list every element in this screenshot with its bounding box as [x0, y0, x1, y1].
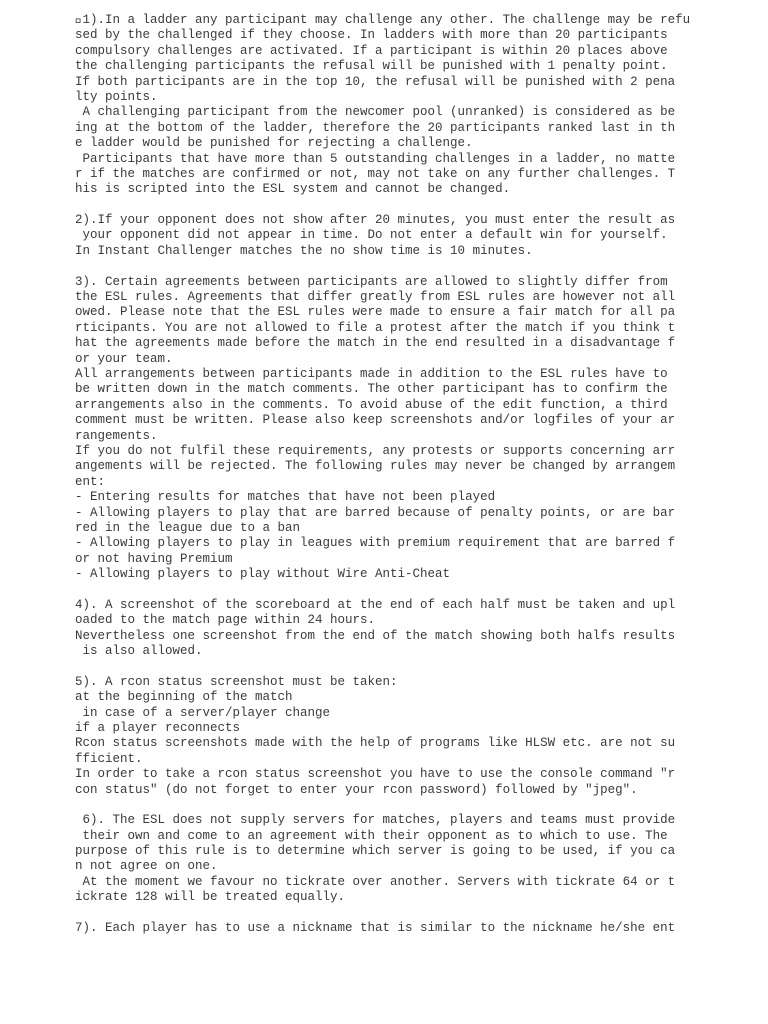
text-line: comment must be written. Please also keep screenshots and/or logfiles of your ar — [75, 413, 676, 428]
text-line: In Instant Challenger matches the no show time is 10 minutes. — [75, 243, 533, 258]
text-line: r if the matches are confirmed or not, may not take on any further challenges. T — [75, 166, 676, 181]
text-line: ent: — [75, 474, 106, 489]
text-line: con status" (do not forget to enter your rcon password) followed by "jpeg". — [75, 782, 638, 797]
text-line: red in the league due to a ban — [75, 520, 301, 535]
text-line: 3). Certain agreements between participants are allowed to slightly differ from — [75, 274, 668, 289]
text-line: - Allowing players to play in leagues with premium requirement that are barred f — [75, 536, 676, 551]
text-line: fficient. — [75, 751, 143, 766]
rules-document — [75, 13, 691, 936]
blank-line — [75, 198, 675, 213]
text-line: If you do not fulfil these requirements, any protests or supports concerning arr — [75, 443, 676, 458]
text-line: n not agree on one. — [75, 859, 218, 874]
text-line: In order to take a rcon status screenshot you have to use the console command "r — [75, 767, 676, 782]
text-line: A challenging participant from the newcomer pool (unranked) is considered as be — [75, 105, 676, 120]
text-line: hat the agreements made before the match in the end resulted in a disadvantage f — [75, 336, 676, 351]
text-line: in case of a server/player change — [75, 705, 331, 720]
text-line: their own and come to an agreement with their opponent as to which to use. The — [75, 828, 668, 843]
text-line: 1).In a ladder any participant may challenge any other. The challenge may be refu — [75, 13, 691, 27]
text-line: - Entering results for matches that have not been played — [75, 490, 496, 505]
text-line: the challenging participants the refusal will be punished with 1 penalty point. — [75, 59, 668, 74]
text-line: 4). A screenshot of the scoreboard at the end of each half must be taken and upl — [75, 597, 676, 612]
text-line: rticipants. You are not allowed to file a protest after the match if you think t — [75, 320, 676, 335]
blank-line — [75, 798, 675, 813]
text-line: - Allowing players to play that are barred because of penalty points, or are bar — [75, 505, 676, 520]
text-line: or your team. — [75, 351, 173, 366]
blank-line — [75, 259, 675, 274]
text-line: purpose of this rule is to determine which server is going to be used, if you ca — [75, 844, 676, 859]
text-line: sed by the challenged if they choose. In ladders with more than 20 participants — [75, 28, 668, 43]
text-line: if a player reconnects — [75, 720, 241, 735]
text-line: be written down in the match comments. The other participant has to confirm the — [75, 382, 668, 397]
text-line: is also allowed. — [75, 644, 203, 659]
text-line: rangements. — [75, 428, 158, 443]
text-line: Participants that have more than 5 outstanding challenges in a ladder, no matte — [75, 151, 676, 166]
text-line: his is scripted into the ESL system and cannot be changed. — [75, 182, 511, 197]
text-line: or not having Premium — [75, 551, 233, 566]
text-line: All arrangements between participants made in addition to the ESL rules have to — [75, 366, 668, 381]
text-line: 6). The ESL does not supply servers for matches, players and teams must provide — [75, 813, 676, 828]
text-line: 5). A rcon status screenshot must be taken: — [75, 674, 398, 689]
text-line: ing at the bottom of the ladder, therefore the 20 participants ranked last in th — [75, 120, 676, 135]
text-line: ickrate 128 will be treated equally. — [75, 890, 346, 905]
text-line: lty points. — [75, 89, 158, 104]
text-line: angements will be rejected. The following rules may never be changed by arrangem — [75, 459, 676, 474]
text-line: compulsory challenges are activated. If a participant is within 20 places above — [75, 43, 668, 58]
blank-line — [75, 906, 675, 921]
text-line: oaded to the match page within 24 hours. — [75, 613, 376, 628]
text-line: At the moment we favour no tickrate over another. Servers with tickrate 64 or t — [75, 874, 676, 889]
text-line: - Allowing players to play without Wire Anti-Cheat — [75, 567, 451, 582]
text-line: If both participants are in the top 10, the refusal will be punished with 2 pena — [75, 74, 676, 89]
blank-line — [75, 659, 675, 674]
text-line: Rcon status screenshots made with the help of programs like HLSW etc. are not su — [75, 736, 676, 751]
text-line: your opponent did not appear in time. Do not enter a default win for yourself. — [75, 228, 668, 243]
text-line: arrangements also in the comments. To avoid abuse of the edit function, a third — [75, 397, 668, 412]
text-line: 2).If your opponent does not show after 20 minutes, you must enter the result as — [75, 213, 676, 228]
text-line: at the beginning of the match — [75, 690, 293, 705]
text-line: 7). Each player has to use a nickname that is similar to the nickname he/she ent — [75, 921, 676, 936]
text-line: owed. Please note that the ESL rules were made to ensure a fair match for all pa — [75, 305, 676, 320]
blank-line — [75, 582, 675, 597]
text-line: the ESL rules. Agreements that differ greatly from ESL rules are however not all — [75, 290, 676, 305]
text-line: Nevertheless one screenshot from the end of the match showing both halfs results — [75, 628, 676, 643]
text-line: e ladder would be punished for rejecting a challenge. — [75, 136, 473, 151]
